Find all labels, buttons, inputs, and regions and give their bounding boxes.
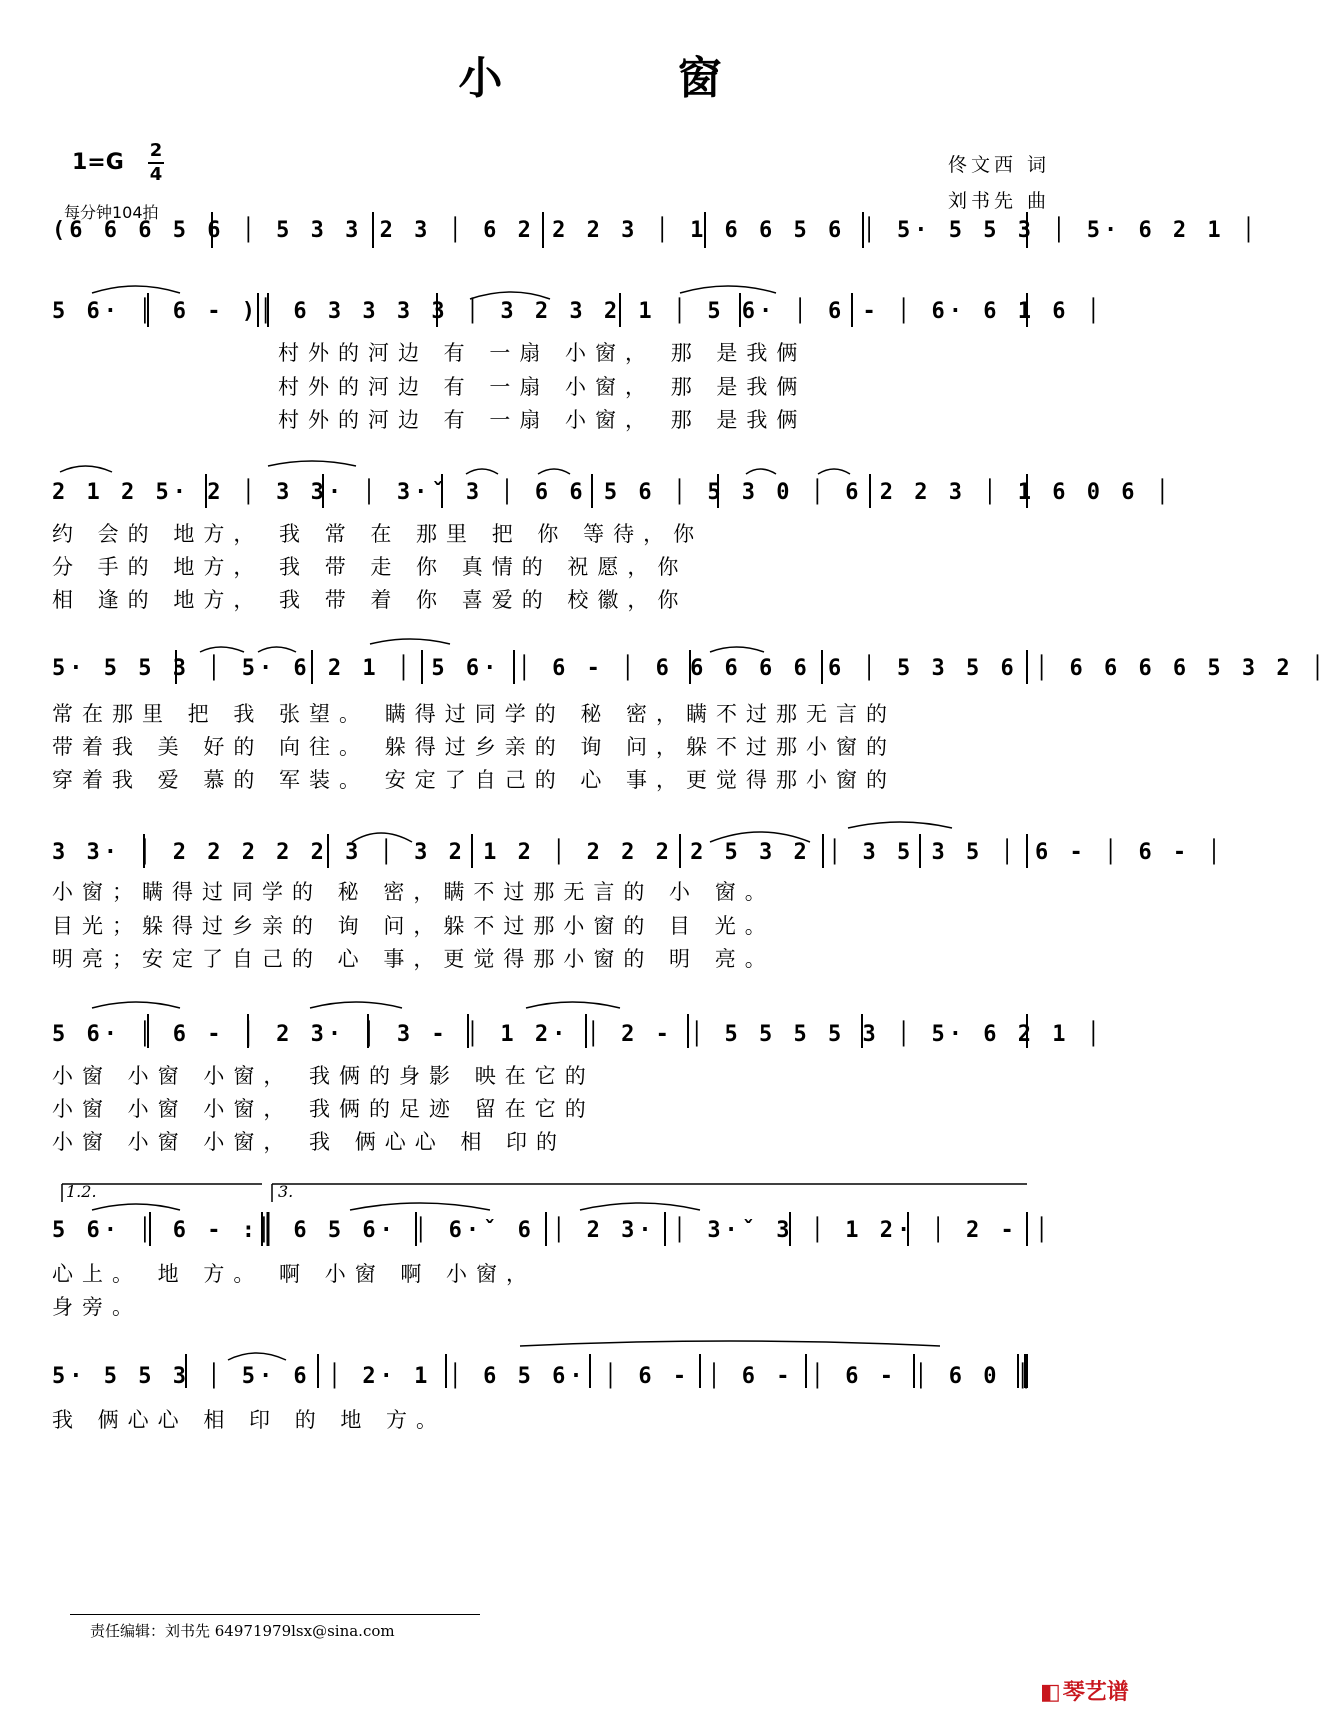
footer-divider [70,1614,480,1615]
system-3-notes: 2 1 2 5· 2 │ 3 3· │ 3·ˇ 3 │ 6 6 5 6 │ 5 3 0 │ 6 2 2 3 │ 1 6 0 6 │ [52,480,1173,505]
system-3-lyric-3: 相 逢的 地方， 我 带 着 你 喜爱的 校徽，你 [52,588,688,612]
logo-icon: ◧ [1040,1680,1061,1705]
volta-2-label: 3. [278,1182,294,1201]
system-6-notes: 5 6· │ 6 - │ 2 3· │ 3 - │ 1 2· │ 2 - │ 5 5 5 5 3 │ 5· 6 2 1 │ [52,1022,1104,1047]
system-2-lyric-1: 村外的河边 有 一扇 小窗， 那 是我俩 [278,341,807,365]
system-6-lyric-2: 小窗 小窗 小窗， 我俩的足迹 留在它的 [52,1097,595,1121]
system-5-lyric-2: 目光；躲得过乡亲的 询 问，躲不过那小窗的 目 光。 [52,914,775,938]
volta-1-label: 1.2. [66,1182,97,1201]
lyricist-credit: 佟文西 词 [947,154,1050,176]
song-title: 小 窗 [458,53,802,104]
system-8-notes: 5· 5 5 3 │ 5· 6 │ 2· 1 │ 6 5 6· │ 6 - │ 6 - │ 6 - │ 6 0 ║ [52,1364,1035,1389]
system-7-notes: 5 6· │ 6 - :║ 6 5 6· │ 6·ˇ 6 │ 2 3· │ 3·ˇ 3 │ 1 2· │ 2 - │ [52,1218,1053,1243]
system-5-notes: 3 3· │ 2 2 2 2 2 3 │ 3 2 1 2 │ 2 2 2 2 5 3 2 │ 3 5 3 5 │ 6 - │ 6 - │ [52,840,1225,865]
system-4-notes: 5· 5 5 3 │ 5· 6 2 1 │ 5 6· │ 6 - │ 6 6 6 6 6 6 │ 5 3 5 6 │ 6 6 6 6 5 3 2 │ [52,656,1328,681]
system-5-lyric-3: 明亮；安定了自己的 心 事，更觉得那小窗的 明 亮。 [52,947,775,971]
key-signature: 1=G [72,150,124,175]
site-logo [1040,1675,1129,1706]
editor-credit: 责任编辑：刘书先 64971979lsx@sina.com [90,1622,395,1640]
system-3-lyric-2: 分 手的 地方， 我 带 走 你 真情的 祝愿，你 [52,555,688,579]
tempo-marking: 每分钟104拍 [64,203,159,222]
time-signature [146,140,166,186]
system-1-notes: (6 6 6 5 6 │ 5 3 3 2 3 │ 6 2 2 2 3 │ 1 6 6 5 6 │ 5· 5 5 3 │ 5· 6 2 1 │ [52,218,1260,243]
system-3-lyric-1: 约 会的 地方， 我 常 在 那里 把 你 等待，你 [52,522,704,546]
time-top: 2 [149,140,163,161]
system-6-lyric-3: 小窗 小窗 小窗， 我 俩心心 相 印的 [52,1130,567,1154]
system-4-lyric-3: 穿着我 爱 慕的 军装。 安定了自己的 心 事，更觉得那小窗的 [52,768,897,792]
system-2-notes: 5 6· │ 6 - )│ 6 3 3 3 3 │ 3 2 3 2 1 │ 5 6· │ 6 - │ 6· 6 1 6 │ [52,299,1104,324]
system-2-lyric-3: 村外的河边 有 一扇 小窗， 那 是我俩 [278,408,807,432]
system-7-lyric-1: 心上。 地 方。 啊 小窗 啊 小窗， [52,1262,537,1286]
logo-text: 琴艺谱 [1062,1680,1129,1705]
time-bottom: 4 [149,164,163,185]
system-2-lyric-2: 村外的河边 有 一扇 小窗， 那 是我俩 [278,375,807,399]
system-8-lyric-1: 我 俩心心 相 印 的 地 方。 [52,1408,447,1432]
system-4-lyric-2: 带着我 美 好的 向往。 躲得过乡亲的 询 问，躲不过那小窗的 [52,735,897,759]
system-6-lyric-1: 小窗 小窗 小窗， 我俩的身影 映在它的 [52,1064,595,1088]
system-4-lyric-1: 常在那里 把 我 张望。 瞒得过同学的 秘 密，瞒不过那无言的 [52,702,897,726]
system-5-lyric-1: 小窗；瞒得过同学的 秘 密，瞒不过那无言的 小 窗。 [52,880,775,904]
composer-credit: 刘书先 曲 [947,190,1050,212]
system-7-lyric-2: 身旁。 [52,1295,142,1319]
